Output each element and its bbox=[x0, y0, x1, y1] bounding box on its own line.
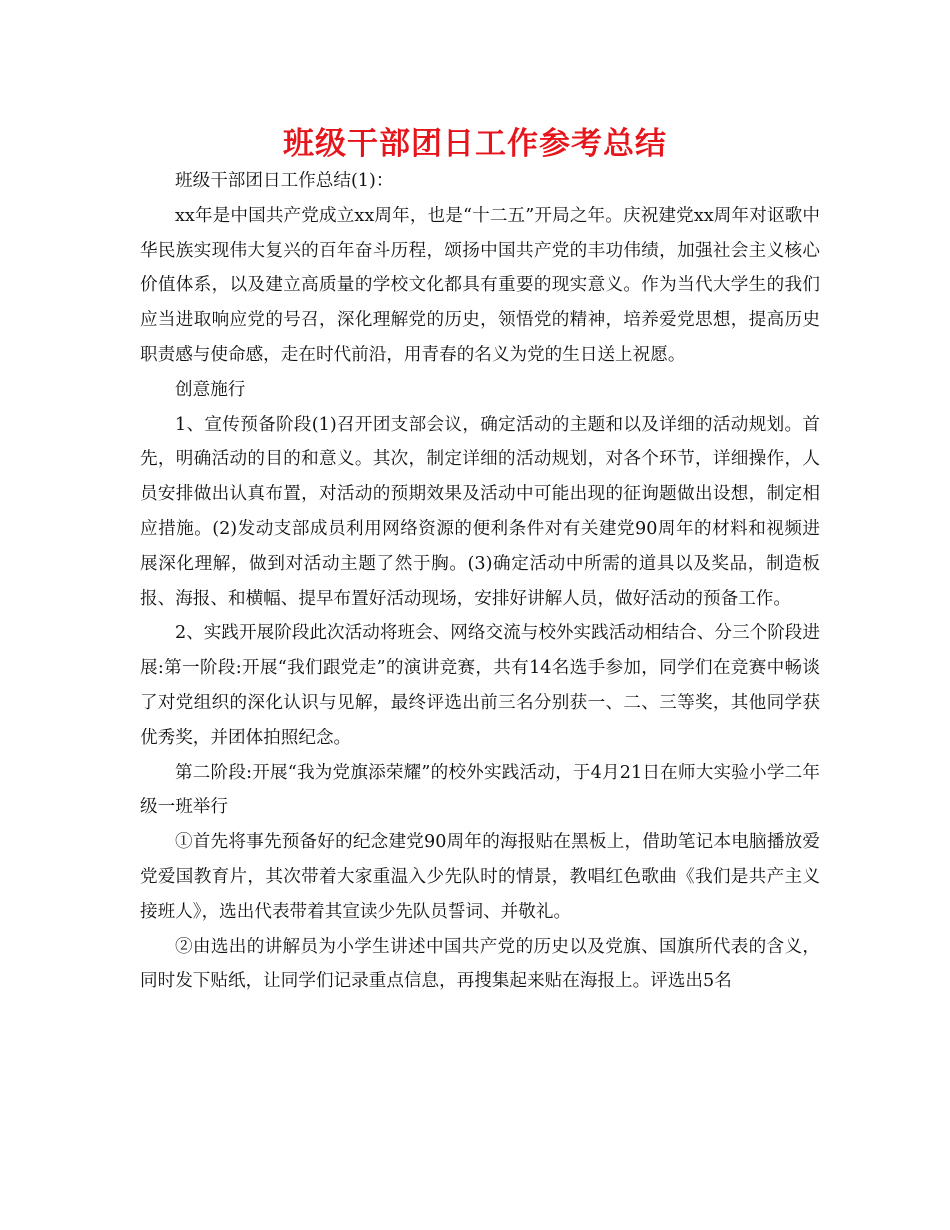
body-paragraph: 班级干部团日工作总结(1)： bbox=[175, 171, 394, 191]
document-body bbox=[140, 164, 820, 999]
section-heading: 创意施行 bbox=[175, 379, 246, 400]
body-paragraph: 2、实践开展阶段此次活动将班会、网络交流与校外实践活动相结合、分三个阶段进展:第一阶段:开展“我们跟党走”的演讲竞赛，共有14名选手参加，同学们在竞赛中畅谈了对党组织的深化认识与见解，最终评选出前三名分别获一、二、三等奖，其他同学获优秀奖，并团体拍照纪念。 bbox=[140, 623, 820, 748]
document-title: 班级干部团日工作参考总结 bbox=[283, 126, 667, 162]
body-paragraph: ②由选出的讲解员为小学生讲述中国共产党的历史以及党旗、国旗所代表的含义，同时发下贴纸，让同学们记录重点信息，再搜集起来贴在海报上。评选出5名 bbox=[140, 936, 820, 992]
body-paragraph: xx年是中国共产党成立xx周年，也是“十二五”开局之年。庆祝建党xx周年对讴歌中华民族实现伟大复兴的百年奋斗历程，颂扬中国共产党的丰功伟绩，加强社会主义核心价值体系，以及建立高质量的学校文化都具有重要的现实意义。作为当代大学生的我们应当进取响应党的号召，深化理解党的历史，领悟党的精神，培养爱党思想，提高历史职责感与使命感，走在时代前沿，用青春的名义为党的生日送上祝愿。 bbox=[140, 205, 820, 365]
body-paragraph: 1、宣传预备阶段(1)召开团支部会议，确定活动的主题和以及详细的活动规划。首先，明确活动的目的和意义。其次，制定详细的活动规划，对各个环节，详细操作，人员安排做出认真布置，对活动的预期效果及活动中可能出现的征询题做出设想，制定相应措施。(2)发动支部成员利用网络资源的便利条件对有关建党90周年的材料和视频进展深化理解，做到对活动主题了然于胸。(3)确定活动中所需的道具以及奖品，制造板报、海报、和横幅、提早布置好活动现场，安排好讲解人员，做好活动的预备工作。 bbox=[140, 414, 820, 609]
body-paragraph: ①首先将事先预备好的纪念建党90周年的海报贴在黑板上，借助笔记本电脑播放爱党爱国教育片，其次带着大家重温入少先队时的情景，教唱红色歌曲《我们是共产主义接班人》，选出代表带着其宣读少先队员誓词、并敬礼。 bbox=[140, 832, 820, 922]
body-paragraph: 第二阶段:开展“我为党旗添荣耀”的校外实践活动，于4月21日在师大实验小学二年级一班举行 bbox=[140, 762, 820, 818]
